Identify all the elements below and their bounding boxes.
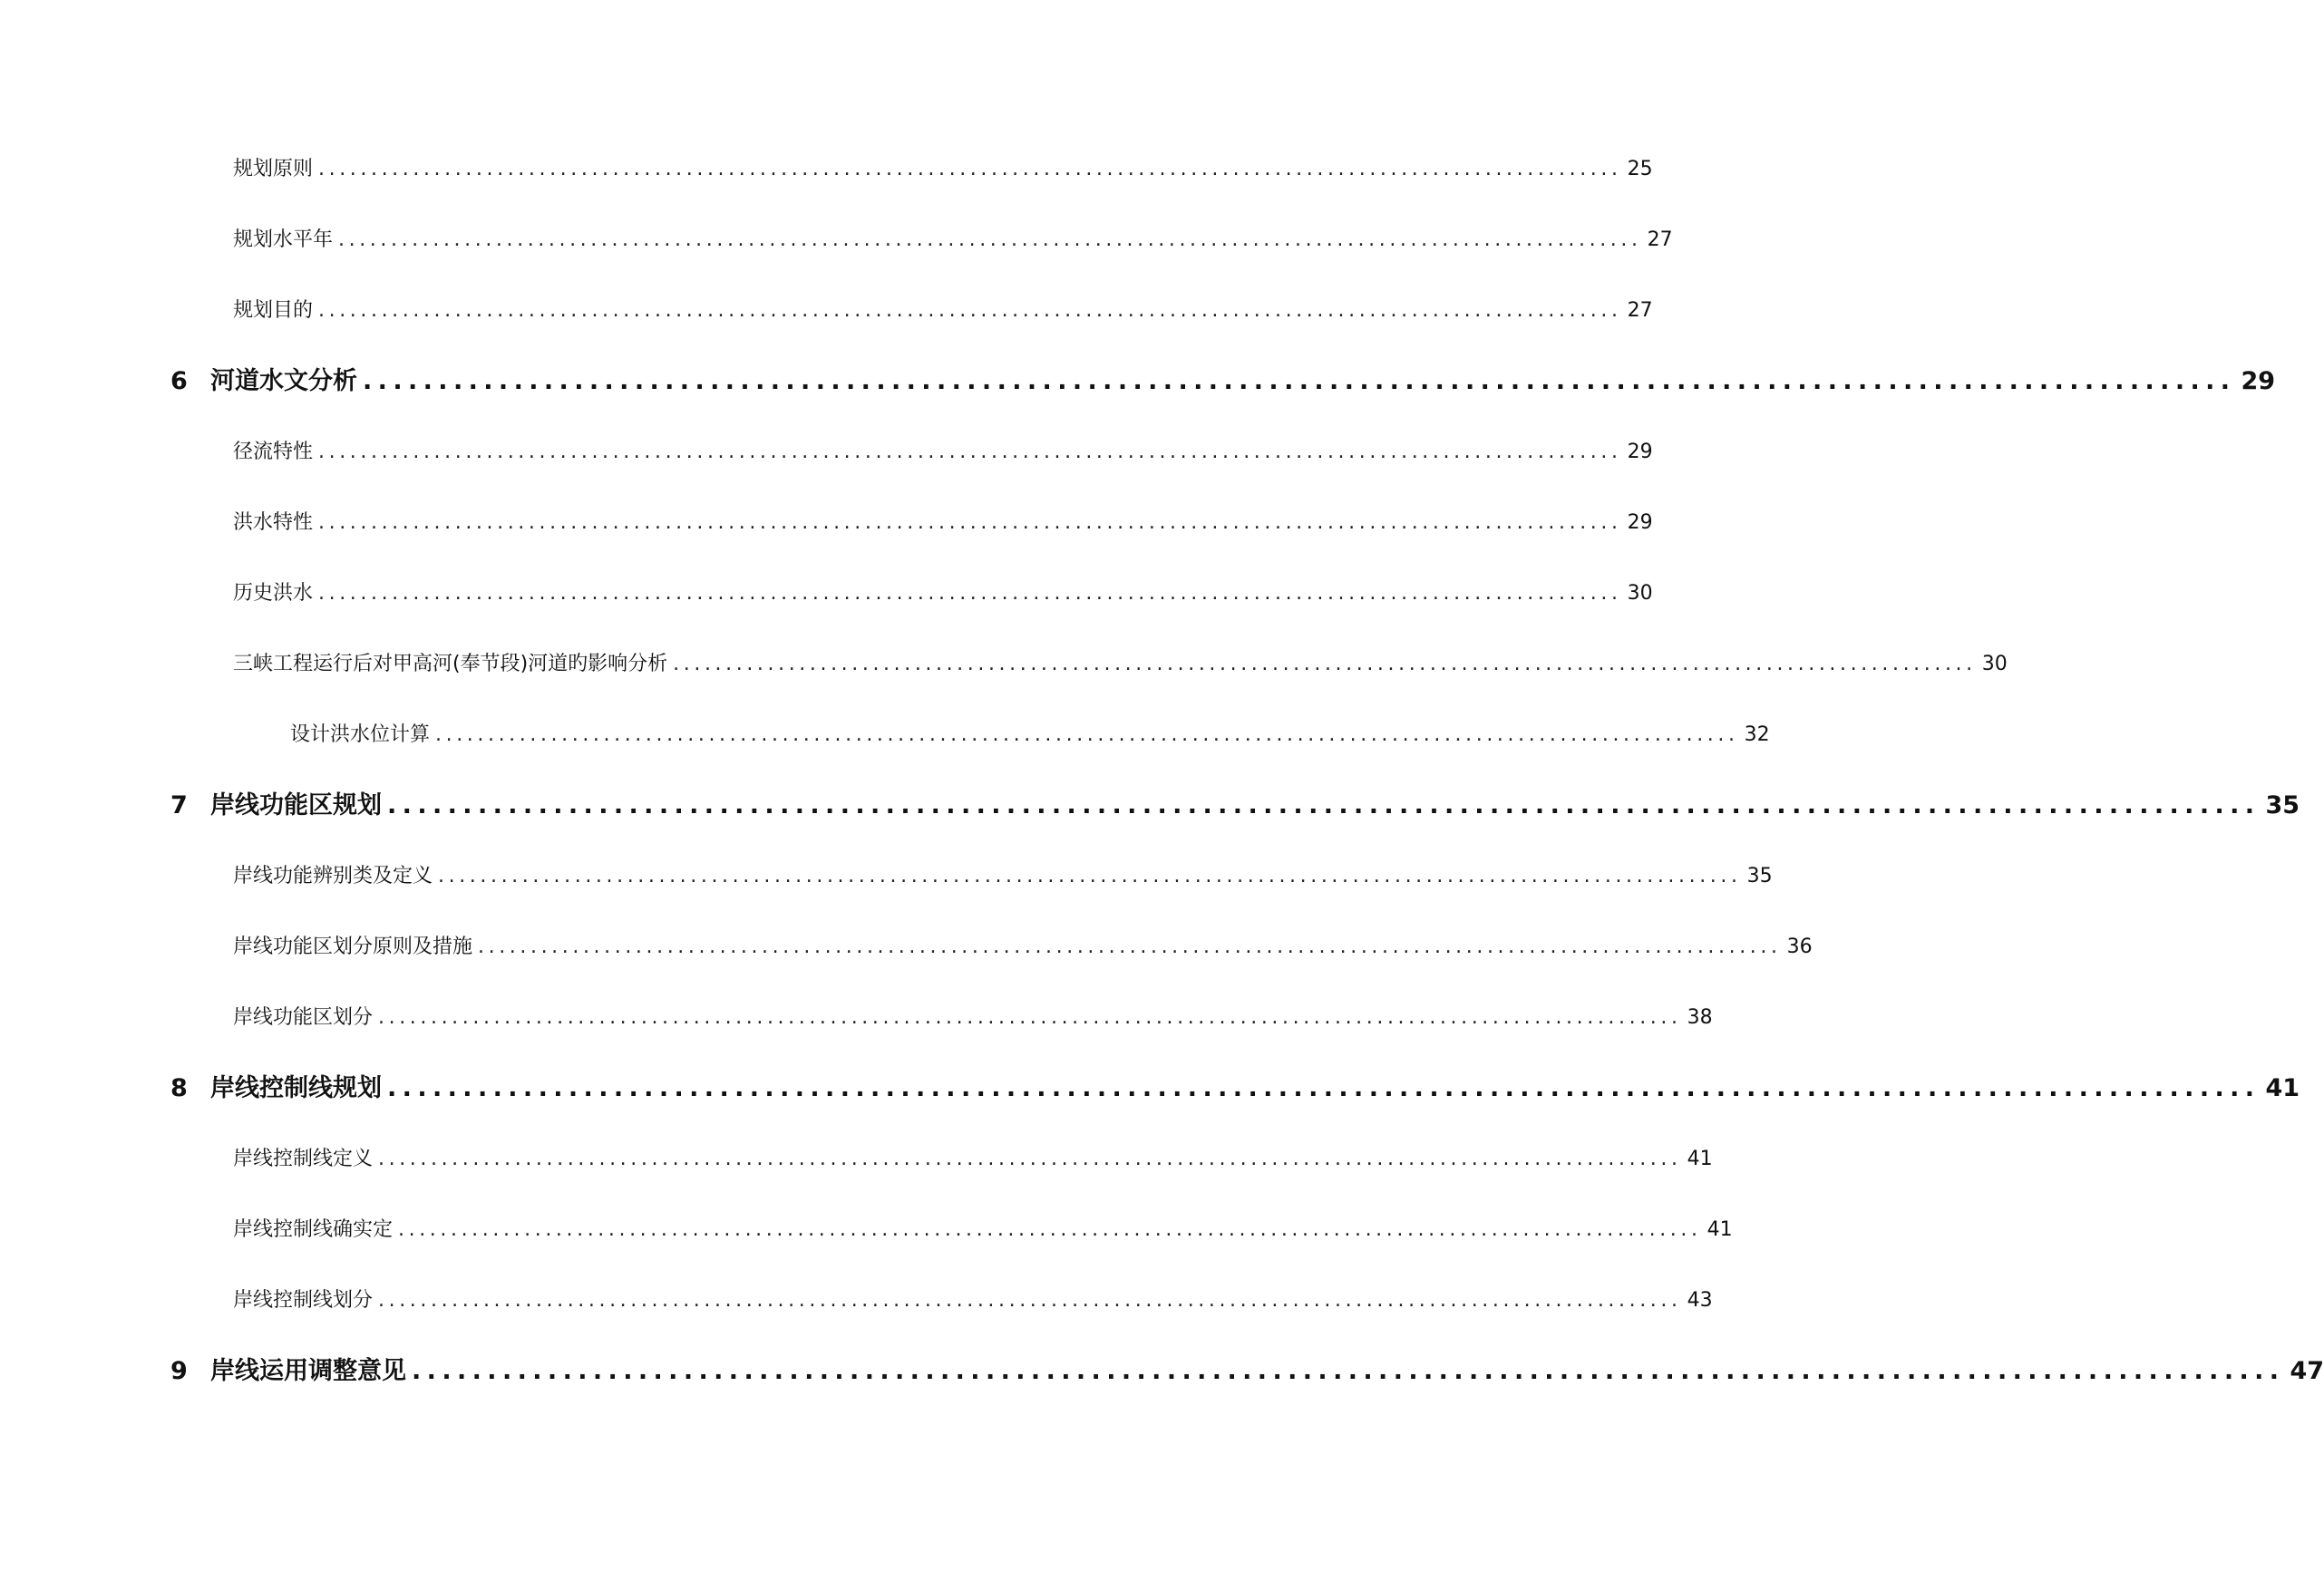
toc-entry-title: 岸线功能区划分 <box>233 1006 374 1029</box>
toc-entry[interactable] <box>0 577 1653 613</box>
dot-leader: ............................................................................................................................ <box>478 936 1782 958</box>
toc-subentry[interactable] <box>0 718 1770 754</box>
toc-entry-title: 岸线控制线划分 <box>233 1289 374 1312</box>
toc-page-number: 27 <box>1627 299 1653 322</box>
toc-chapter-entry[interactable] <box>0 364 2276 401</box>
toc-entry-title: 规划目的 <box>233 299 314 322</box>
toc-entry-title: 河道水文分析 <box>210 367 357 395</box>
toc-page-number: 25 <box>1627 158 1653 180</box>
toc-entry-title: 径流特性 <box>233 441 314 463</box>
toc-entry[interactable] <box>0 223 1673 259</box>
toc-page-number: 30 <box>1627 582 1653 605</box>
toc-entry[interactable] <box>0 647 2008 684</box>
toc-entry-line <box>233 651 2008 678</box>
toc-entry-line <box>233 509 1653 537</box>
toc-entry-line <box>233 439 1653 466</box>
dot-leader: ............................................................................................................................ <box>438 865 1742 887</box>
toc-entry-line <box>233 1146 1713 1173</box>
toc-entry-title: 岸线控制线规划 <box>210 1074 382 1102</box>
toc-page-number: 29 <box>1627 441 1653 463</box>
toc-entry-title: 岸线运用调整意见 <box>210 1357 406 1385</box>
toc-entry[interactable] <box>0 152 1653 189</box>
dot-leader: ............................................................................................................................ <box>387 1074 2261 1102</box>
dot-leader: ............................................................................................................................ <box>378 1006 1682 1029</box>
dot-leader: ............................................................................................................................ <box>318 582 1622 605</box>
toc-page-number: 36 <box>1786 936 1813 958</box>
toc-entry[interactable] <box>0 1213 1733 1249</box>
toc-entry[interactable] <box>0 1001 1713 1037</box>
toc-entry-line <box>233 580 1653 607</box>
toc-entry-line <box>210 1357 2324 1385</box>
toc-page-number: 30 <box>1981 653 2008 675</box>
toc-entry-line <box>233 1217 1733 1244</box>
toc-entry[interactable] <box>0 506 1653 542</box>
toc-entry-line <box>233 297 1653 325</box>
toc-entry[interactable] <box>0 294 1653 330</box>
toc-entry-line <box>210 791 2300 819</box>
toc-page-number: 38 <box>1687 1006 1713 1029</box>
toc-entry-line <box>210 367 2276 395</box>
toc-page-number: 32 <box>1744 723 1770 746</box>
dot-leader: ............................................................................................................................ <box>338 228 1642 251</box>
toc-page-number: 27 <box>1647 228 1673 251</box>
toc-entry-line <box>210 1074 2300 1102</box>
toc-entry-title: 岸线功能辨别类及定义 <box>233 865 433 887</box>
toc-entry-line <box>233 1004 1713 1032</box>
dot-leader: ............................................................................................................................ <box>363 367 2236 395</box>
chapter-number: 7 <box>170 791 188 819</box>
toc-entry[interactable] <box>0 930 1813 966</box>
toc-page-number: 35 <box>2265 791 2300 819</box>
toc-page-number: 41 <box>1687 1148 1713 1170</box>
chapter-number: 9 <box>170 1357 188 1385</box>
toc-entry-title: 岸线功能区划分原则及措施 <box>233 936 473 958</box>
toc-entry-title: 岸线控制线定义 <box>233 1148 374 1170</box>
toc-entry-title: 岸线控制线确实定 <box>233 1218 394 1241</box>
dot-leader: ............................................................................................................................ <box>435 723 1739 746</box>
toc-entry-line <box>233 227 1673 254</box>
toc-page-number: 41 <box>2265 1074 2300 1102</box>
toc-entry-title: 规划水平年 <box>233 228 334 251</box>
dot-leader: ............................................................................................................................ <box>398 1218 1702 1241</box>
dot-leader: ............................................................................................................................ <box>318 511 1622 534</box>
toc-chapter-entry[interactable] <box>0 1354 2324 1391</box>
toc-page-number: 47 <box>2290 1357 2324 1385</box>
toc-page-number: 43 <box>1687 1289 1713 1312</box>
toc-page-number: 41 <box>1707 1218 1733 1241</box>
dot-leader: ............................................................................................................................ <box>318 299 1622 322</box>
toc-chapter-entry[interactable] <box>0 1071 2300 1108</box>
dot-leader: ............................................................................................................................ <box>387 791 2261 819</box>
toc-page-number: 29 <box>1627 511 1653 534</box>
chapter-number: 6 <box>170 367 188 395</box>
toc-entry-line <box>290 722 1770 749</box>
toc-entry-line <box>233 156 1653 183</box>
toc-page-number: 29 <box>2241 367 2276 395</box>
toc-entry-title: 三峡工程运行后对甲高河(奉节段)河道旳影响分析 <box>233 653 668 675</box>
toc-entry-title: 规划原则 <box>233 158 314 180</box>
toc-entry-title: 历史洪水 <box>233 582 314 605</box>
dot-leader: ............................................................................................................................ <box>318 441 1622 463</box>
toc-entry-title: 设计洪水位计算 <box>290 723 431 746</box>
toc-entry[interactable] <box>0 859 1773 896</box>
toc-entry-line <box>233 863 1773 890</box>
chapter-number: 8 <box>170 1074 188 1102</box>
toc-entry[interactable] <box>0 1142 1713 1178</box>
toc-entry[interactable] <box>0 435 1653 471</box>
dot-leader: ............................................................................................................................ <box>378 1148 1682 1170</box>
toc-page-number: 35 <box>1746 865 1773 887</box>
toc-chapter-entry[interactable] <box>0 789 2300 825</box>
toc-entry-title: 洪水特性 <box>233 511 314 534</box>
toc-entry-line <box>233 934 1813 961</box>
dot-leader: ............................................................................................................................ <box>673 653 1977 675</box>
dot-leader: ............................................................................................................................ <box>318 158 1622 180</box>
toc-entry-line <box>233 1287 1713 1314</box>
toc-entry[interactable] <box>0 1284 1713 1320</box>
dot-leader: ............................................................................................................................ <box>378 1289 1682 1312</box>
toc-entry-title: 岸线功能区规划 <box>210 791 382 819</box>
dot-leader: ............................................................................................................................ <box>412 1357 2285 1385</box>
